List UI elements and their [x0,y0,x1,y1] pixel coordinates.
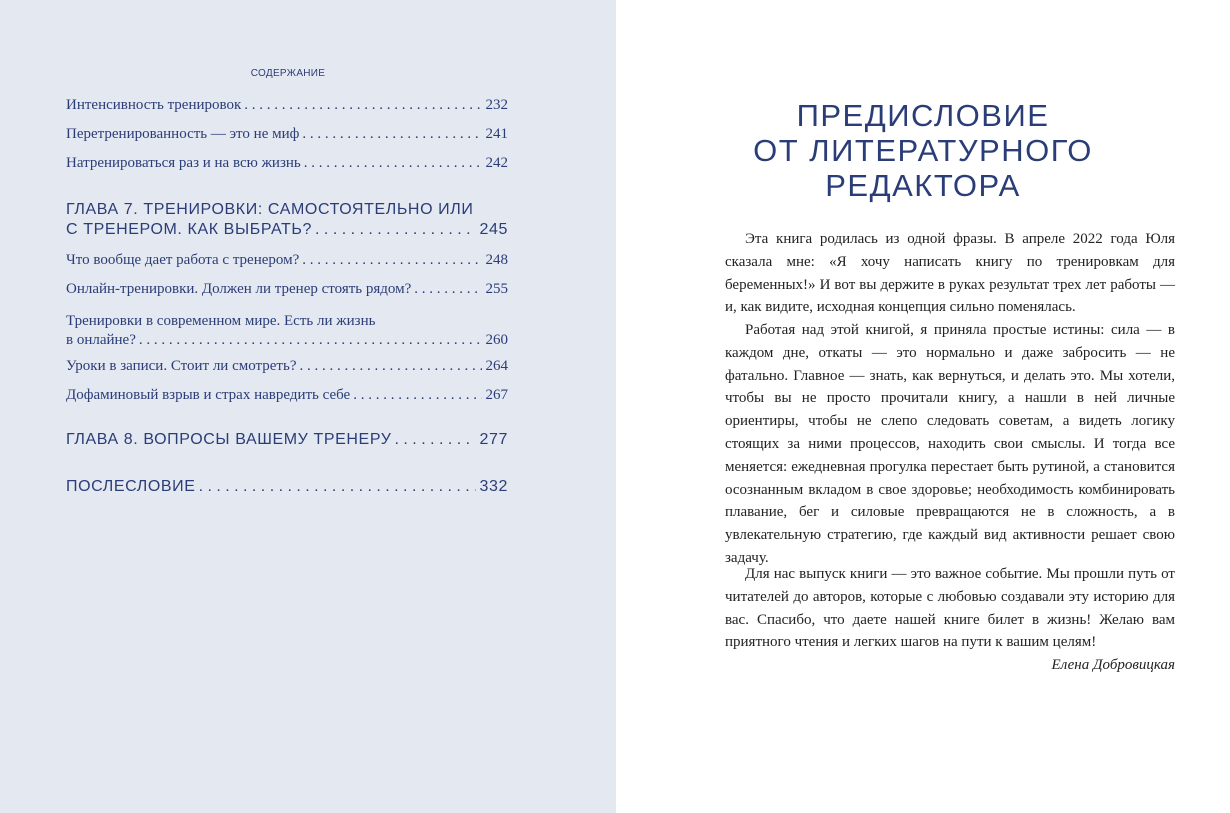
toc-entry-title-continued: в онлайне? [66,332,136,348]
preface-signature: Елена Добровицкая [1051,657,1175,673]
toc-chapter-entry[interactable] [66,431,508,449]
preface-paragraph: Для нас выпуск книги — это важное событие. Мы прошли путь от читателей до авторов, которые с любовью создавали эту историю для вас. Спасибо, что даете нашей книге билет в жизнь! Желаю вам приятного чтения и легких шагов на пути к вашим целям! [725,566,1175,651]
toc-chapter-entry[interactable] [66,478,508,496]
toc-chapter-entry[interactable] [66,199,508,239]
toc-leader-dots [302,126,481,143]
preface-title-line: РЕДАКТОРА [825,168,1021,203]
toc-entry[interactable] [66,155,508,172]
toc-entry[interactable] [66,387,508,404]
toc-leader-dots [395,431,476,449]
toc-leader-dots [199,478,476,496]
toc-entry[interactable] [66,358,508,375]
preface-title-line: ОТ ЛИТЕРАТУРНОГО [753,133,1093,168]
toc-entry[interactable] [66,281,508,298]
preface-page [616,0,1230,813]
toc-entry-title: Интенсивность тренировок [66,97,242,113]
toc-entry-page: 255 [485,281,508,297]
toc-entry-title: Дофаминовый взрыв и страх навредить себе [66,387,351,403]
toc-leader-dots [353,387,481,404]
toc-entry[interactable] [66,252,508,269]
toc-entry-page: 232 [485,97,508,113]
toc-entry[interactable] [66,126,508,143]
toc-entry-title: ГЛАВА 7. ТРЕНИРОВКИ: САМОСТОЯТЕЛЬНО ИЛИ [66,201,474,218]
toc-entry-title: Уроки в записи. Стоит ли смотреть? [66,358,297,374]
toc-leader-dots [244,97,481,114]
preface-title [616,98,1230,203]
toc-entry-title: Натренироваться раз и на всю жизнь [66,155,301,171]
preface-title-line: ПРЕДИСЛОВИЕ [796,98,1050,133]
toc-entry-title: Перетренированность — это не миф [66,126,300,142]
toc-entry-page: 264 [485,358,508,374]
toc-entry-title: Онлайн-тренировки. Должен ли тренер стоять рядом? [66,281,412,297]
toc-entry-title-continued: С ТРЕНЕРОМ. КАК ВЫБРАТЬ? [66,221,313,238]
toc-entry-page: 248 [485,252,508,268]
toc-leader-dots [300,358,482,375]
preface-paragraph: Работая над этой книгой, я приняла простые истины: сила — в каждом дне, откаты — это нормально и даже забросить — не фатально. Главное — знать, как вернуться, и делать это. Мы хотели, чтобы вы не просто прочитали книгу, а нашли в ней личные ориентиры, чтобы не слепо следовать советам, а видеть логику стоящих за ними процессов, находить свои смыслы. И тогда все меняется: ежедневная прогулка перестает быть рутиной, а становится осознанным вкладом в свое здоровье; необходимость комбинировать плавание, бег и силовые превращаются не в сложность, а в увлекательную стратегию, где каждый вид активности решает свою задачу. [725,322,1175,566]
toc-entry-page: 260 [485,332,508,348]
toc-entry-title: Тренировки в современном мире. Есть ли жизнь [66,313,376,329]
preface-paragraph: Эта книга родилась из одной фразы. В апреле 2022 года Юля сказала мне: «Я хочу написать книгу по тренировкам для беременных!» И вот вы держите в руках результат трех лет работы — и, как видите, исходная концепция сильно поменялась. [725,231,1175,316]
toc-leader-dots [315,221,475,239]
toc-entry-title: Что вообще дает работа с тренером? [66,252,300,268]
toc-entry-title: ПОСЛЕСЛОВИЕ [66,478,196,495]
toc-leader-dots [302,252,481,269]
toc-entry-title: ГЛАВА 8. ВОПРОСЫ ВАШЕМУ ТРЕНЕРУ [66,431,392,448]
toc-entry-page: 245 [479,221,508,238]
toc-header: СОДЕРЖАНИЕ [250,68,326,79]
toc-entry-page: 241 [485,126,508,142]
toc-entry-page: 267 [485,387,508,403]
toc-entry-page: 277 [479,431,508,448]
toc-entry-page: 332 [479,478,508,495]
toc-leader-dots [304,155,482,172]
toc-entry[interactable] [66,310,508,349]
toc-entry[interactable] [66,97,508,114]
toc-leader-dots [139,332,482,349]
toc-leader-dots [414,281,481,298]
toc-entry-page: 242 [485,155,508,171]
